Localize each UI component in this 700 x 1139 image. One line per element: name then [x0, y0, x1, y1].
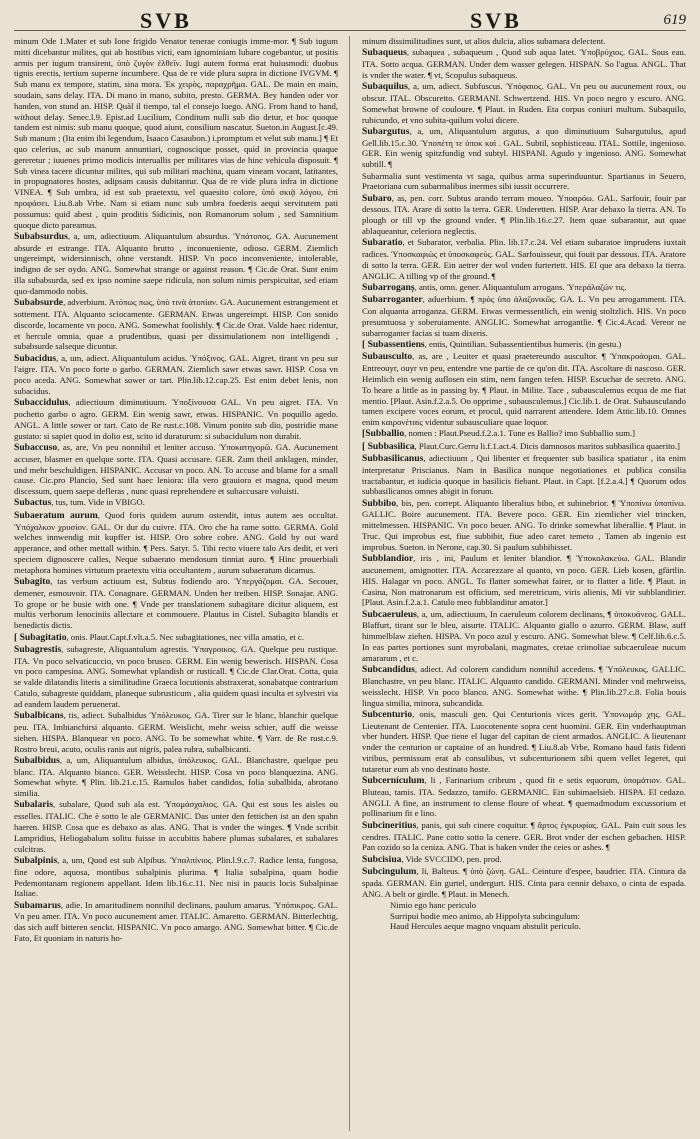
entry-text: adie. In amaritudinem nonnihil declinans, paulum amarus. Ὑπόπικρος. GAL. Vn peu amer. ITA. Vn poco aucunement amer. ITALIC. Amaretto. GERMAN. Bitterlechtig, das sich auff bitteren senckt. HISPANIC. Vn poco amargo. ANG. Somewhat bitter. ¶ Cic.de Fato, Et quoniam in naturis ho- [14, 899, 338, 944]
entry-headword: Subaratio [362, 237, 403, 249]
dictionary-entry: Subabsurde, adverbium. Ἀτόπως πως, ὑπὸ τινὰ ἀτοπίαν. GA. Aucunement estrangement et sottement. ITA. Alquanto sciocamente. GERMAN. Etwas ungereimpt. HISP. Con sonido discorde, locamente vn poco. ANG. Somewhat foolishly. ¶ Cic.de Orat. Valde haec ridentur, et hercule omnia, quae a prudentibus, quasi per dissimulationem non intelligendi , subabsurde salseque dicuntur. [14, 297, 338, 352]
verse-line: Nimio ego hanc periculo [390, 899, 477, 910]
dictionary-entry: Subcineritius, panis, qui sub cinere coquitur. ¶ ἄρτος ἐγκρυφίας. GAL. Pain cuit sous les cendres. ITALIC. Pane cotto sotto la cenere. GER. Brot vnder der eschen gebachen. HISP. Pan cozido so la ceniza. ANG. That is baken vnder the ceies or ashes. ¶ [362, 819, 686, 853]
entry-headword: Subcernículum [362, 775, 425, 787]
entry-headword: Subactus [14, 497, 52, 509]
entry-text: adiect. Ad colorem candidum nonnihil accedens. ¶ Ὑπόλευκος. GALLIC. Blanchastre, vn peu blanc. ITALIC. Alquanto candido. GERMANI. Minder vnd mehrweiss, weisslecht. HISP. Vn poco blanco. ANG. Somewhat withe. ¶ Plin.lib.27.c.8. Folia bouis lingua similia, minora, subcandida. [362, 664, 686, 708]
entry-text: Quod foris quidem aurum ostendit, intus autem aes occultat. Ὑπόχαλκον χρυσίον. GAL. Or dur du cuivre. ITA. Oro che ha rame sotto. GERMA. Gold welches innwendig mit kupffer ist. HISP. Oro sobre cobre. ANG. Gold by out ward apperance, and other mettall within. ¶ Pers. Satyr. 5. Tibi recto viuere talo Ars dedit, et veri speciem dignoscere calles, Neque subaerato mendosum tinniat auro. ¶ Hinc prouerbiali metaphora homines virtutum praetextu vitia occultantem , aurum subaeratum dicamus. [14, 509, 338, 575]
entry-text: onis, masculi gen. Qui Centurionis vices gerit. Ὑπονωμάρ χης. GAL. Lieutenant de Centenier. ITA. Luocotenente sopra cent huomini. GER. Ein vnderhauptman vber hundert. HISP. Que tiene el lugar del capitan de cient armados. ANGLIC. A lieutenant vnder the centurion or captaine of an hundred. ¶ Liu.8.ab Vrbe, Romano haud fatis fidenti viribus, permissum erat ab consulibus, vt subcenturionem sibi quem vellet legeret, qui tutaretur eum ab vno destinato hoste. [362, 708, 686, 774]
entry-headword: Subaqueus [362, 47, 407, 59]
dictionary-entry: Subcandidus, adiect. Ad colorem candidum nonnihil accedens. ¶ Ὑπόλευκος. GALLIC. Blanchastre, vn peu blanc. ITALIC. Alquanto candido. GERMANI. Minder vnd mehrweiss, weisslecht. HISP. Vn poco blanco. ANG. Somewhat withe. ¶ Plin.lib.27.c.8. Folia bouis lingua similia, minora, subcandida. [362, 664, 686, 708]
entry-headword: Subausculto [362, 351, 413, 363]
entry-headword: Subamarus [14, 899, 61, 911]
dictionary-entry: Subabsurdus, a, um, adiectiuum. Aliquantulum absurdus. Ὑπάτοπος. GA. Aucunement absurde et estrange. ITA. Alquanto brutto , inconueniente, odioso. GERM. Ziemlich ungereimpt, widersinnisch, ohne verstandt. HISP. Vn poco inconveniente, intolerable, indigno de ser oydo. ANG. Somewhat strange or against reason. ¶ Cic.de Orat. Sunt enim illa subabsurda, sed ex ipso nomine saepe ridicula, non solum nimis perspicuitat, sed etiam quo-dammodo nobis. [14, 230, 338, 296]
entry-headword: Subaro [362, 192, 392, 204]
dictionary-entry: Subarroganș, antis, omn. gener. Aliquantulum arrogans. Ὑπεράλαζών τις. [362, 282, 627, 294]
entry-headword: [ Subassentiens [362, 339, 425, 351]
entry-text: minum dissimilitudines sunt, ut alios dulcia, alios subamara delectent. [362, 36, 606, 46]
entry-headword: Subalbicans [14, 710, 64, 722]
page-number: 619 [663, 12, 686, 28]
entry-text: li, Balteus. ¶ ὑπὸ ζώνη. GAL. Ceinture d'espee, baudrier. ITA. Cintura da spada. GERMAN. Ein gurtel, undergurt. HIS. Cinta para cennir debaxo, o cinta de espada. ANG. A belt or girdle. ¶ Plaut. in Menech. [362, 865, 686, 899]
entry-text: Subarmalia sunt vestimenta vt saga, quibus arma superinduuntur. Spartianus in Seuero, Praetoriana cum subarmalibus inermes sibi iussit occurrere. [362, 170, 686, 192]
entry-headword: Subaccidulus [14, 397, 69, 409]
entry-headword: Subcandidus [362, 664, 415, 676]
entry-text: subaquea , subaqueum , Quod sub aqua latet. Ὑποβρύχιος. GAL. Sous eau. ITA. Sotto acqua. GERMAN. Under dem wasser gelegen. HISPAN. So l'agua. ANGL. That is vnder the water. ¶ vt, Scopulus subaqueus. [362, 47, 686, 80]
entry-headword: Subcingulum [362, 865, 417, 877]
dictionary-entry [14, 36, 338, 230]
entry-text: adverbium. Ἀτόπως πως, ὑπὸ τινὰ ἀτοπίαν. GA. Aucunement estrangement et sottement. ITA. Alquanto sciocamente. GERMAN. Etwas ungereimpt. HISP. Con sonido discorde, locamente vn poco. ANG. Somewhat foolishly. ¶ Cic.de Orat. Valde haec ridentur, et hercule omnia, quae a prudentibus, quasi per dissimulationem non intelligendi , subabsurde salseque dicuntur. [14, 297, 338, 352]
verse-line: Surripui hodie meo animo, ab Hippolyta subcingulum: [390, 910, 580, 921]
entry-text: entis, Quintilian. Subassentientibus humeris. (in gestu.) [429, 339, 622, 350]
entry-headword: Subaeratum aurum [14, 509, 98, 521]
entry-text: as, pen. corr. Subtus arando terram moueo. Ὑποαρόω. GAL. Sarfouir, fouir par dessous. ITA. Arare di sotto la terra. GER. Underetten. HISP. Arar debaxo la tierra. AN. To plough or till vp the ground vnder. ¶ Plin.lib.16.c.27. Item quae subarantur, aut quae ablaqueantur, celeriora neglectis. [362, 192, 686, 237]
entry-headword: Subbasilicanus [362, 452, 424, 464]
entry-headword: Subabsurdus [14, 230, 68, 242]
entry-headword: Subaccuso [14, 441, 58, 453]
entry-headword: Subcineritius [362, 819, 417, 831]
entry-text: adiectiuum , Qui libenter et frequenter sub basilica spatiatur , ita enim interpretatur Priscianus. Nam in Basilica nunque negotiationes et publica consilia tractabantur, et iudicia quoque in basilicis fiebant. Plaut. in Capt. [f.2.a.4.] ¶ Quorum odos subbasilicanos omnes abigit in forum. [362, 452, 686, 497]
dictionary-entry: Subaqueus, subaquea , subaqueum , Quod sub aqua latet. Ὑποβρύχιος. GAL. Sous eau. ITA. Sotto acqua. GERMAN. Under dem wasser gelegen. HISPAN. So l'agua. ANGL. That is vnder the water. ¶ vt, Scopulus subaqueus. [362, 47, 686, 80]
entry-headword: [ Subagitatio [14, 631, 67, 643]
entry-headword: Subagrestis [14, 643, 62, 655]
entry-headword: Subalbidus [14, 754, 60, 766]
entry-text: onis. Plaut.Capt.f.vlt.a.5. Nec subagitationes, nec villa amatio, et c. [70, 631, 304, 642]
entry-text: li , Farinarium cribrum , quod fit e setis equorum, ὑπομάτιον. GAL. Bluteau, tamis. ITA. Sedazzo, tamifo. GERMANIC. Ein subimaelsieb. HISPA. El cedazo. ANGLI. A fine, an instrument to clense floure of wheat. ¶ quemadmodum excussorium et pollinarium fit e lino. [362, 775, 686, 819]
dictionary-entry: Subaccuso, as, are, Vn peu nonnihil et leniter accuso. Ὑποκατηγορῶ. GA. Aucunement accuser, blasmer en quelque sorte. ITA. Quasi accusare. GER. Zum theil anklagen, minder, und mehr beschuldigen. HISPANIC. Accusar vn poco. AN. To accuse and blame for a small cause. Cic.pro Plancio, Sed sunt haec leniora: illa vero grauiora et magna, quod meum discessum, quem saepe defleras , nunc quasi reprehendere et subaccusare voluisti. [14, 441, 338, 497]
entry-headword: Subagito [14, 576, 51, 588]
dictionary-entry [362, 171, 686, 193]
entry-headword: [Subballio [362, 428, 405, 440]
entry-text: as, are, Vn peu nonnihil et leniter accuso. Ὑποκατηγορῶ. GA. Aucunement accuser, blasmer en quelque sorte. ITA. Quasi accusare. GER. Zum theil anklagen, minder, und mehr beschuldigen. HISPANIC. Accusar vn poco. AN. To accuse and blame for a small cause. Cic.pro Plancio, Sed sunt haec leniora: illa vero grauiora et magna, quod meum discessum, quem saepe defleras , nunc quasi reprehendere et subaccusare voluisti. [14, 441, 338, 497]
entry-headword: Subaquilus [362, 81, 408, 93]
dictionary-entry: Subargutus, a, um, Aliquantulum argutus, a quo diminutiuum Subargutulus, apud Gell.lib.15.c.30. Ὑποπέτη τε ὑποκ καὶ . GAL. Subtil, sophisticeau. ITAL. Sottile, ingenioso. GER. Ein wenig spitzfundig vnd subtyl. HISPANI. Agudo y ingenioso. ANG. Somewhat subtill. ¶ [362, 125, 686, 170]
entry-text: minum Ode 1.Mater et sub Ione frigido Venator tenerae coniugis imme-mor. ¶ Sub iugum mitti dicebantur milites, qui ab hostibus victi, eam ignominiam lubare cogebantur, ut positis armis per iugum transirent, ὑπὸ ζυγὸν ἐλθεῖν. Iugi autem forma erat huiusmodi: duobus tignis erectis, tertium superne incumbere. Qua de re vide plura supra in dictione IVGVM. ¶ Sub manu ex tempore, statim, sina mora. Ἐκ χειρὸς, παραχρῆμα. GAL. De main en main, soudain, sans delay. ITA. Di mano in mano, subito, presto. GERMA. Bey handen oder vor handen, von stund an. HISP. Quàl il tiempo, tal el consejo luego. ANG. From hand to hand, without delay. Senec.l.9. Epist.ad Lucilium, Conditum nulli sub dio detur, et hoc quoque tandem est nimis: sub manu quoque, quod aiunt, consilium nascatur. Sueton.in August.[c.49. Sub manum ; (Ita enim ibi legendum, Isaaco Casaubon.) i.promptum et velut sub manu.] ¶ Et quo celerius, ac sub manum annuntiari, cognoscique posset, quid in provincia quaque gereretur ; iuuenes primo modicis interuallis per militares vias de hinc vehicula disposuit. ¶ Sub vinea tacere dicuntur milites, qui sub militari machina, quam vineam vocant, latitantes, in propugnatores hostes, adipsam causis dubitantur. Qua de re vide plura infra in dictione VINEA. ¶ Sub umbra, id est sub praetextu, vel quaesito colore, ὑπὸ σκιᾷ λόγου, ἐπὶ προφάσει. Liu.8.ab Vrbe. Nam si etiam nunc sub umbra foederis aequi servitutem pati possumus: quid abest , quin proditis Sidicinis, non Romanorum solum , sed Samnitium quoque dicto pareamus. [14, 36, 338, 230]
entry-headword: Subabsurde [14, 297, 64, 309]
entry-text: Vide SVCCIDO, pen. prod. [405, 853, 502, 864]
dictionary-entry: Subcisiua, Vide SVCCIDO, pen. prod. [362, 853, 502, 865]
dictionary-entry: Subaquilus, a, um, adiect. Subfuscus. Ὑπόφαιος. GAL. Vn peu ou aucunement roux, ou obscur. ITAL. Obscuretto. GERMANI. Schwertzend. HIS. Vn poco negro y escuro. ANG. Somewhat browne of couloure. ¶ Plaut. in Ruden. Eta corpus coniuri multum. Subaquilo, rubicundo, et vno subita-quilum volui dicere. [362, 81, 686, 125]
entry-text: iris , ini, Paulum et leniter blandior. ¶ Ὑποκολακεύω. GAL. Blandir aucunement, amignotter. ITA. Accarezzare al quanto, vn poco. GER. Lieb kosen, gfärtlin. HIS. Halagar vn poco. ANGL. To flatter somewhat fairer, or to flatter a litle. ¶ Plaut. in Casina, Non matronarum est officium, sed meretricum, viris alienis, Mi vir subblandirier. [Plaut. Asin.f.2.a.1. Catulo meo fubblanditur amator.] [362, 553, 686, 608]
entry-text: a, um, Aliquantulum albidus, ὑπόλευκος. GAL. Blanchastre, quelque peu blanc. ITA. Alquanto bianco. GER. Weisslecht. HISP. Cosa vn poco blanquezina. ANG. Somewhat whyte. ¶ Plin. lib.21.c.15. Ramulos habet candidos, folia subalbida, abrotano similia. [14, 754, 338, 799]
entry-headword: Subcenturio [362, 708, 413, 720]
entry-headword: Subcaeruleus [362, 608, 417, 620]
entry-text: aduerbium. ¶ πρὸς ὑπο ἀλαζονικῶς. GA. L. Vn peu arrogamment. ITA. Con alquanta arroganza. GERM. Etwas vermessentlich, ein wenig stoltzlich. HIS. Vn poco presumtuosa y soberuiamente. ANGLIC. Somewhat arrogantlie. ¶ Cic.4.Acad. Vereor ne subarroganter facias si tuam dixeris. [362, 294, 686, 338]
entry-headword: Subargutus [362, 125, 410, 137]
entry-headword: Subblandior [362, 553, 414, 565]
dictionary-entry: Subarroganter, aduerbium. ¶ πρὸς ὑπο ἀλαζονικῶς. GA. L. Vn peu arrogamment. ITA. Con alquanta arroganza. GERM. Etwas vermessentlich, ein wenig stoltzlich. HIS. Vn poco presumtuosa y soberuiamente. ANGLIC. Somewhat arrogantlie. ¶ Cic.4.Acad. Vereor ne subarroganter facias si tuam dixeris. [362, 294, 686, 338]
dictionary-entry: Subcernículum, li , Farinarium cribrum , quod fit e setis equorum, ὑπομάτιον. GAL. Bluteau, tamis. ITA. Sedazzo, tamifo. GERMANIC. Ein subimaelsieb. HISPA. El cedazo. ANGLI. A fine, an instrument to clense floure of wheat. ¶ quemadmodum excussorium et pollinarium fit e lino. [362, 775, 686, 819]
entry-text: as, are , Leuiter et quasi praetereundo auscultor. ¶ Ὑπακροάομαι. GAL. Entreouyr, ouyr vn peu, entendre vne partie de ce qu'on dit. ITA. Ascoltare di nascoso. GER. Heimlich ein wenig auflosen ein stim, nem fangen tefen. HISP. Escuchar de secreto. ANG. To heare a little as in passing by. ¶ Plaut. in Milite. Tace , subausculemus ecqua de me fiat mentio. [Plaut. Asin.f.2.a.5. Oo opprime , subausculemus.] Cic.lib.1. de Orat. Subausculando tamen excipere voces eorum, et procul, quid narrarent attendere. Idem Attic.lib.10. Omnes enim καιρονέταις videntur subausculiare quae loquor. [362, 351, 686, 428]
dictionary-entry: Subblandior, iris , ini, Paulum et leniter blandior. ¶ Ὑποκολακεύω. GAL. Blandir aucunement, amignotter. ITA. Accarezzare al quanto, vn poco. GER. Lieb kosen, gfärtlin. HIS. Halagar vn poco. ANGL. To flatter somewhat fairer, or to flatter a litle. ¶ Plaut. in Casina, Non matronarum est officium, sed meretricum, viris alienis, Mi vir subblandirier. [Plaut. Asin.f.2.a.1. Catulo meo fubblanditur amator.] [362, 553, 686, 608]
left-column [14, 36, 338, 1131]
dictionary-entry: Subalaris, subalare, Quod sub ala est. Ὑπομάσχαλιος. GA. Qui est sous les aisles ou esselles. ITALIC. Che è sotto le ale GERMANIC. Das unter den fettichen ist an den spahn haeren. HISP. Cosa que es debaxo as alas. ANG. That is vnder the winges. ¶ Vnde scribit Lampridius, Heliogabalum solitu fuisse in accubitis habere plumas subalares, et subalares culcitras. [14, 799, 338, 854]
header-rule [14, 30, 686, 31]
entry-text: nomen : Plaut.Pseud.f.2.a.1. Tune es Ballio? imo Subballio sum.] [408, 428, 636, 439]
entry-headword: [ Subbasilica [362, 440, 415, 452]
entry-headword: Subacidus [14, 352, 57, 364]
entry-headword: Subbibo [362, 497, 397, 509]
entry-headword: Subalaris [14, 799, 53, 811]
dictionary-entry: Subamarus, adie. In amaritudinem nonnihil declinans, paulum amarus. Ὑπόπικρος. GAL. Vn peu amer. ITA. Vn poco aucunement amer. ITALIC. Amaretto. GERMAN. Bitterlechtig, das sich auff bitteren senckt. HISPANIC. Vn poco amargo. ANG. Somewhat bitter. ¶ Cic.de Fato, Et quoniam in naturis ho- [14, 899, 338, 944]
entry-text: subalare, Quod sub ala est. Ὑπομάσχαλιος. GA. Qui est sous les aisles ou esselles. ITALIC. Che è sotto le ale GERMANIC. Das unter den fettichen ist an den spahn haeren. HISP. Cosa que es debaxo as alas. ANG. That is vnder the winges. ¶ Vnde scribit Lampridius, Heliogabalum solitu fuisse in accubitis habere plumas subalares, et subalares culcitras. [14, 799, 338, 854]
entry-headword: Subarroganș [362, 282, 415, 294]
dictionary-entry: Subalpinis, a, um, Quod est sub Alpibus. Ὑπαλπίνιος. Plin.l.9.c.7. Radice lenta, fungosa, fine odore, aquosa, montibus subalpinis plurima. ¶ Italia subalpina, quam hodie Pedemontanam regionem appellant. Idem lib.16.c.11. Nec nisi in paucis locis Subalpinae Italiae. [14, 854, 338, 899]
entry-text: a, um, adiect. Subfuscus. Ὑπόφαιος. GAL. Vn peu ou aucunement roux, ou obscur. ITAL. Obscuretto. GERMANI. Schwertzend. HIS. Vn poco negro y escuro. ANG. Somewhat browne of couloure. ¶ Plaut. in Ruden. Eta corpus coniuri multum. Subaquilo, rubicundo, et vno subita-quilum volui dicere. [362, 81, 686, 125]
header-left-word: SVB [140, 8, 192, 33]
entry-text: tis, adiect. Subalbidus Ὑπόλευκος. GA. Tirer sur le blanc, blanchir quelque peu. ITA. Imbianchirsi alquanto. GERM. Weislicht, mehr weiss schier, auff die weisse siehen. HISPA. Blanquear vn poco. ANG. To be somewhat white. ¶ Varr. de Re rust.c.9. Rostro breui, acuto, oculis ranis aut nigris, palea rubra, subalbicanti. [14, 710, 338, 754]
entry-text: tas verbum actiuum est, Subtus fodiendo aro. Ὑπεργάζομαι. GA. Secouer, demener, esmouvoir. ITA. Conagnare. GERMAN. Unden her treiben. HISP. Sonajar. ANG. To grope or be busie with one. ¶ Vnde per translationem subagitare dicitur aliquem, est multis verborum lenociniis allectare et commouere. Plautus in Cistel. Subagito blandis et benedictis dictis. [14, 576, 338, 631]
dictionary-entry: Subacidus, a, um, adiect. Aliquantulum acidus. Ὑπόξινος. GAL. Aigret, tirant vn peu sur l'aigre. ITA. Vn poco forte o garbo. GERMAN. Ziemlich sawr etwas sawr. HISP. Cosa vn poco aceda. ANG. Somewhat sower or tart. Plin.lib.12.cap.25. Est enim debet lenis, non subacidus. [14, 352, 338, 396]
dictionary-entry: Subcaeruleus, a, um, adiectiuum, In caeruleum colorem declinans, ¶ ὑποκυάνεος. GALL. Blaffurt, tirant sur le bleu, aisurte. ITALIC. Alquanto giallo o azurro. GERM. Blaw, auff himmelblaw ziehen. HISPA. Vn poco azul y escuro. ANG. Somewhat blew. ¶ Celf.lib.6.c.5. In eas partes portiones sunt myrobalani, magmates, cretae crimoliae subcaeruleae nucum amararum , et c. [362, 608, 686, 663]
dictionary-entry: Subagrestis, subagreste, Aliquantulum agrestis. Ὑπαγροικος. GA. Quelque peu rustique. ITA. Vn poco selvaticuccio, vn poco brusco. GERM. Ein wenig bewerisch. HISPAN. Cosa vn poco campesina. ANG. Somewhat vplandish or rusticall. ¶ Cic.de Clar.Orat. Cotta, quia se valde dilatandis literis a similitudine Graeca locutionis abstraxerat, sonabatque contrarium Catulo, subagreste quiddam, planeque subrusticum , alia quidem quasi inculta et sylvestri via ad eandem laudem peruenerat. [14, 643, 338, 709]
entry-headword: Subalpinis [14, 854, 58, 866]
entry-text: et Subarator, verbalia. Plin. lib.17.c.24. Vel etiam subaratoe imprudens iuxtait radices. Ὑποσκαφιὼς et ὑποσκαφεὺς. GAL. Sarfouisseur, qui fouit par dessous. ITA. Aratore di sotto la terra. GER. Ein aetrer der wol vnden furtertett. HIS. El que ara debaxo la tierra. ANGLIC. A tilling vp of the ground. ¶ [362, 237, 686, 281]
entry-text: subagreste, Aliquantulum agrestis. Ὑπαγροικος. GA. Quelque peu rustique. ITA. Vn poco selvaticuccio, vn poco brusco. GERM. Ein wenig bewerisch. HISPAN. Cosa vn poco campesina. ANG. Somewhat vplandish or rusticall. ¶ Cic.de Clar.Orat. Cotta, quia se valde dilatandis literis a similitudine Graeca locutionis abstraxerat, sonabatque contrarium Catulo, subagreste quiddam, planeque subrusticum , alia quidem quasi inculta et sylvestri via ad eandem laudem peruenerat. [14, 643, 338, 709]
entry-text: bis, pen. corrept. Aliquanto liberalius bibo, et subinebrior. ¶ Ὑποπίνω ὑποπίνω. GALLIC. Boire aucunement. ITA. Bevere poco. GER. Ein ziemlicher viel trincken, mittelmessen. HISPANIC. Vn poco beuer. ANG. To drinke somewhat liberallie. ¶ Plaut. in Truc. Qui improbus est, fiue subbibit, fiue adeo caret temeto , Tamen ab ingenio est improbus. Sueton. in Nerone, cap.30. Si paulum subbibisset. [362, 497, 686, 552]
dictionary-entry: Subaccidulus, adiectiuum diminutiuum. Ὑποξίνουσα GAL. Vn peu aigret. ITA. Vn pochetto garbo o agro. GERM. Ein wenig sawr, etwas. HISPANIC. Vn poquillo agedo. ANGL. A little sower or tart. Cato de Re rust.c.108. Vinum ponito sub dio, postridie mane gustato: si sapiet quod in dolio est, scito id duraturum: si subacidulum non durabit. [14, 397, 338, 441]
entry-text: antis, omn. gener. Aliquantulum arrogans. Ὑπεράλαζών τις. [418, 282, 627, 293]
dictionary-entry: Subcingulum, li, Balteus. ¶ ὑπὸ ζώνη. GAL. Ceinture d'espee, baudrier. ITA. Cintura da spada. GERMAN. Ein gurtel, undergurt. HIS. Cinta para cennir debaxo, o cinta de espada. ANG. A belt or girdle. ¶ Plaut. in Menech. [362, 865, 686, 899]
dictionary-entry: [ Subassentiens, entis, Quintilian. Subassentientibus humeris. (in gestu.) [362, 339, 622, 351]
dictionary-entry: [ Subbasilica, Plaut.Curc.Gerru li.f.1.act.4. Dicis damnosos maritos subbasilica quaerito.] [362, 440, 680, 452]
entry-text: Plaut.Curc.Gerru li.f.1.act.4. Dicis damnosos maritos subbasilica quaerito.] [418, 440, 680, 451]
dictionary-entry: Subausculto, as, are , Leuiter et quasi praetereundo auscultor. ¶ Ὑπακροάομαι. GAL. Entreouyr, ouyr vn peu, entendre vne partie de ce qu'on dit. ITA. Ascoltare di nascoso. GER. Heimlich ein wenig auflosen ein stim, nem fangen tefen. HISP. Escuchar de secreto. ANG. To heare a little as in passing by. ¶ Plaut. in Milite. Tace , subausculemus ecqua de me fiat mentio. [Plaut. Asin.f.2.a.5. Oo opprime , subausculemus.] Cic.lib.1. de Orat. Subausculando tamen excipere voces eorum, et procul, quid narrarent attendere. Idem Attic.lib.10. Omnes enim καιρονέταις videntur subausculiare quae loquor. [362, 351, 686, 428]
entry-headword: Subcisiua [362, 853, 402, 865]
dictionary-entry: Subaratio, et Subarator, verbalia. Plin. lib.17.c.24. Vel etiam subaratoe imprudens iuxtait radices. Ὑποσκαφιὼς et ὑποσκαφεὺς. GAL. Sarfouisseur, qui fouit par dessous. ITA. Aratore di sotto la terra. GER. Ein aetrer der wol vnden furtertett. HIS. El que ara debaxo la tierra. ANGLIC. A tilling vp of the ground. ¶ [362, 237, 686, 281]
entry-text: a, um, adiectiuum. Aliquantulum absurdus. Ὑπάτοπος. GA. Aucunement absurde et estrange. ITA. Alquanto brutto , inconueniente, odioso. GERM. Ziemlich ungereimpt, widersinnisch, ohne verstandt. HISP. Vn poco inconveniente, intolerable, indigno de ser oydo. ANG. Somewhat strange or against reason. ¶ Cic.de Orat. Sunt enim illa subabsurda, sed ex ipso nomine saepe ridicula, non solum nimis perspicuitat, sed etiam quo-dammodo nobis. [14, 230, 338, 296]
verse-line: Haud Hercules aeque magno vnquam abstulit periculo. [390, 921, 581, 932]
dictionary-entry: Subactus, tus, tum. Vide in VBIGO. [14, 497, 145, 509]
dictionary-entry: Subalbidus, a, um, Aliquantulum albidus, ὑπόλευκος. GAL. Blanchastre, quelque peu blanc. ITA. Alquanto bianco. GER. Weisslecht. HISP. Cosa vn poco blanquezina. ANG. Somewhat whyte. ¶ Plin. lib.21.c.15. Ramulos habet candidos, folia subalbida, abrotano similia. [14, 754, 338, 799]
dictionary-entry: Subbibo, bis, pen. corrept. Aliquanto liberalius bibo, et subinebrior. ¶ Ὑποπίνω ὑποπίνω. GALLIC. Boire aucunement. ITA. Bevere poco. GER. Ein ziemlicher viel trincken, mittelmessen. HISPANIC. Vn poco beuer. ANG. To drinke somewhat liberallie. ¶ Plaut. in Truc. Qui improbus est, fiue subbibit, fiue adeo caret temeto , Tamen ab ingenio est improbus. Sueton. in Nerone, cap.30. Si paulum subbibisset. [362, 497, 686, 552]
entry-text: a, um, adiectiuum, In caeruleum colorem declinans, ¶ ὑποκυάνεος. GALL. Blaffurt, tirant sur le bleu, aisurte. ITALIC. Alquanto giallo o azurro. GERM. Blaw, auff himmelblaw ziehen. HISPA. Vn poco azul y escuro. ANG. Somewhat blew. ¶ Celf.lib.6.c.5. In eas partes portiones sunt myrobalani, magmates, cretae crimoliae subcaeruleae nucum amararum , et c. [362, 608, 686, 663]
dictionary-entry [362, 36, 686, 47]
dictionary-entry: Subcenturio, onis, masculi gen. Qui Centurionis vices gerit. Ὑπονωμάρ χης. GAL. Lieutenant de Centenier. ITA. Luocotenente sopra cent huomini. GER. Ein vnderhauptman vber hundert. HISP. Que tiene el lugar del capitan de cient armados. ANGLIC. A lieutenant vnder the centurion or captaine of an hundred. ¶ Liu.8.ab Vrbe, Romano haud fatis fidenti viribus, permissum erat ab consulibus, vt subcenturionem sibi quem vellet legeret, qui tutaretur eum ab vno destinato hoste. [362, 708, 686, 774]
entry-headword: Subarroganter [362, 294, 423, 306]
entry-text: adiectiuum diminutiuum. Ὑποξίνουσα GAL. Vn peu aigret. ITA. Vn pochetto garbo o agro. GERM. Ein wenig sawr, etwas. HISPANIC. Vn poquillo agedo. ANGL. A little sower or tart. Cato de Re rust.c.108. Vinum ponito sub dio, postridie mane gustato: si sapiet quod in dolio est, scito id duraturum: si subacidulum non durabit. [14, 397, 338, 441]
column-divider [349, 36, 350, 1131]
entry-text: a, um, adiect. Aliquantulum acidus. Ὑπόξινος. GAL. Aigret, tirant vn peu sur l'aigre. ITA. Vn poco forte o garbo. GERMAN. Ziemlich sawr etwas sawr. HISP. Cosa vn poco aceda. ANG. Somewhat sower or tart. Plin.lib.12.cap.25. Est enim debet lenis, non subacidus. [14, 352, 338, 396]
entry-text: a, um, Quod est sub Alpibus. Ὑπαλπίνιος. Plin.l.9.c.7. Radice lenta, fungosa, fine odore, aquosa, montibus subalpinis plurima. ¶ Italia subalpina, quam hodie Pedemontanam regionem appellant. Idem lib.16.c.11. Nec nisi in paucis locis Subalpinae Italiae. [14, 854, 338, 899]
entry-text: tus, tum. Vide in VBIGO. [55, 497, 145, 508]
dictionary-entry: Subbasilicanus, adiectiuum , Qui libenter et frequenter sub basilica spatiatur , ita enim interpretatur Priscianus. Nam in Basilica nunque negotiationes et publica consilia tractabantur, et iudicia quoque in basilicis fiebant. Plaut. in Capt. [f.2.a.4.] ¶ Quorum odos subbasilicanos omnes abigit in forum. [362, 452, 686, 497]
dictionary-entry: Subaro, as, pen. corr. Subtus arando terram moueo. Ὑποαρόω. GAL. Sarfouir, fouir par dessous. ITA. Arare di sotto la terra. GER. Underetten. HISP. Arar debaxo la tierra. AN. To plough or till vp the ground vnder. ¶ Plin.lib.16.c.27. Item quae subarantur, aut quae ablaqueantur, celeriora neglectis. [362, 192, 686, 237]
dictionary-entry: Subaeratum aurum, Quod foris quidem aurum ostendit, intus autem aes occultat. Ὑπόχαλκον χρυσίον. GAL. Or dur du cuivre. ITA. Oro che ha rame sotto. GERMA. Gold welches innwendig mit kupffer ist. HISP. Oro sobre cobre. ANG. Gold by out ward apperance, and other mettall within. ¶ Pers. Satyr. 5. Tibi recto viuere talo Ars dedit, et veri speciem dignoscere calles, Neque subaerato mendosum tinniat auro. ¶ Hinc prouerbiali metaphora homines virtutum praetextu vitia occultantem , aurum subaeratum dicamus. [14, 509, 338, 575]
entry-text: a, um, Aliquantulum argutus, a quo diminutiuum Subargutulus, apud Gell.lib.15.c.30. Ὑποπέτη τε ὑποκ καὶ . GAL. Subtil, sophisticeau. ITAL. Sottile, ingenioso. GER. Ein wenig spitzfundig vnd subtyl. HISPANI. Agudo y ingenioso. ANG. Somewhat subtill. ¶ [362, 125, 686, 170]
right-column [362, 36, 686, 1131]
dictionary-entry: Subalbicans, tis, adiect. Subalbidus Ὑπόλευκος. GA. Tirer sur le blanc, blanchir quelque peu. ITA. Imbianchirsi alquanto. GERM. Weislicht, mehr weiss schier, auff die weisse siehen. HISPA. Blanquear vn poco. ANG. To be somewhat white. ¶ Varr. de Re rust.c.9. Rostro breui, acuto, oculis ranis aut nigris, palea rubra, subalbicanti. [14, 710, 338, 754]
dictionary-entry: Subagito, tas verbum actiuum est, Subtus fodiendo aro. Ὑπεργάζομαι. GA. Secouer, demener, esmouvoir. ITA. Conagnare. GERMAN. Unden her treiben. HISP. Sonajar. ANG. To grope or be busie with one. ¶ Vnde per translationem subagitare dicitur aliquem, est multis verborum lenociniis allectare et commouere. Plautus in Cistel. Subagito blandis et benedictis dictis. [14, 576, 338, 631]
entry-text: panis, qui sub cinere coquitur. ¶ ἄρτος ἐγκρυφίας. GAL. Pain cuit sous les cendres. ITALIC. Pane cotto sotto la cenere. GER. Brot vnder der eschen gebachen. HISP. Pan cozido so la ceniza. ANG. That is baken vnder the ceies or ashes. ¶ [362, 819, 686, 853]
header-right-word: SVB [470, 8, 522, 33]
dictionary-entry: [Subballio, nomen : Plaut.Pseud.f.2.a.1. Tune es Ballio? imo Subballio sum.] [362, 428, 636, 440]
dictionary-entry: [ Subagitatio, onis. Plaut.Capt.f.vlt.a.5. Nec subagitationes, nec villa amatio, et c. [14, 631, 304, 643]
running-header [0, 6, 700, 32]
